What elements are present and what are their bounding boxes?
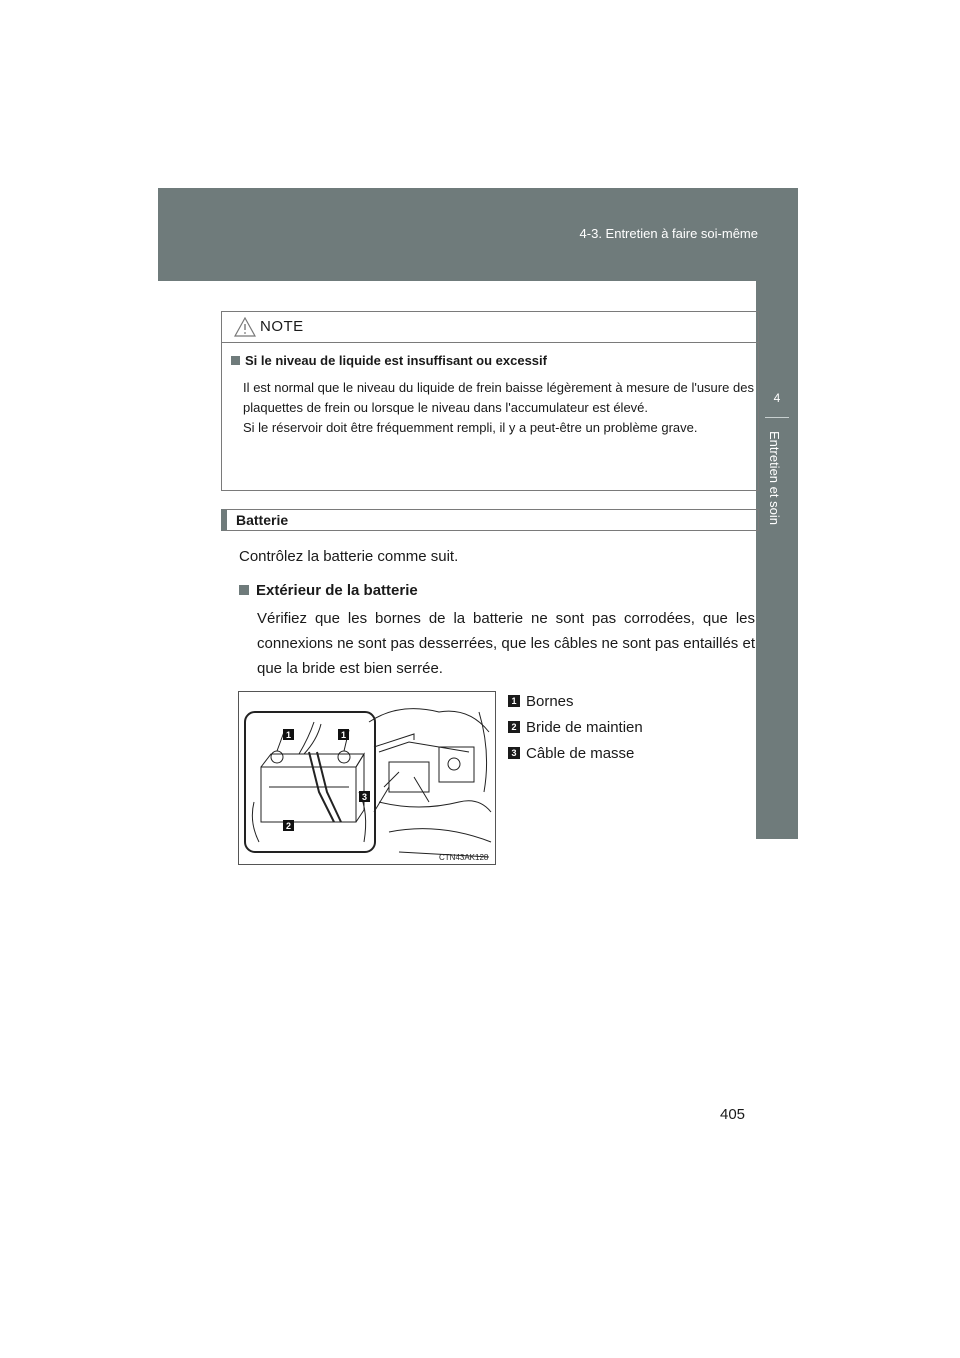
legend-item	[508, 740, 643, 766]
square-bullet-icon	[239, 585, 249, 595]
section-intro: Contrôlez la batterie comme suit.	[239, 548, 459, 565]
figure-code: CTN43AK128	[439, 853, 489, 862]
note-box	[221, 311, 759, 491]
chapter-number: 4	[773, 391, 781, 405]
note-paragraph-2: Si le réservoir doit être fréquemment rempli, il y a peut-être un problème grave.	[243, 420, 698, 435]
section-title: Batterie	[236, 512, 289, 528]
legend-label: Bornes	[526, 692, 574, 710]
legend-item	[508, 714, 643, 740]
legend-label: Câble de masse	[526, 744, 635, 762]
legend-number-badge: 2	[508, 721, 520, 733]
note-title: NOTE	[260, 318, 304, 335]
figure-callouts	[283, 729, 370, 831]
note-subheading	[231, 353, 547, 368]
chapter-side-tab	[756, 281, 798, 839]
callout-1b: 1	[340, 730, 347, 740]
subsection-heading-text: Extérieur de la batterie	[256, 582, 418, 599]
header-band	[158, 188, 798, 281]
battery-illustration	[238, 691, 496, 865]
tab-divider	[765, 417, 789, 418]
legend-item	[508, 688, 643, 714]
square-bullet-icon	[231, 356, 240, 365]
callout-1a: 1	[285, 730, 292, 740]
legend-number-badge: 3	[508, 747, 520, 759]
chapter-label: Entretien et soin	[767, 431, 782, 525]
legend-number-badge: 1	[508, 695, 520, 707]
note-paragraph-1: Il est normal que le niveau du liquide de frein baisse légèrement à mesure de l'usure des plaquettes de frein ou lorsque le niveau dans l'accumulateur est élevé.	[243, 380, 754, 415]
subsection-body: Vérifiez que les bornes de la batterie ne sont pas corrodées, que les connexions ne sont pas desserrées, que les câbles ne sont pas entaillés et que la bride est bien serrée.	[257, 610, 755, 677]
callout-2: 2	[285, 821, 292, 831]
subsection-heading	[239, 582, 418, 599]
legend-label: Bride de maintien	[526, 718, 643, 736]
warning-triangle-icon	[234, 317, 256, 337]
section-header-title: 4-3. Entretien à faire soi-même	[579, 226, 758, 241]
engine-bay-drawing	[239, 692, 495, 864]
note-subheading-text: Si le niveau de liquide est insuffisant ou excessif	[245, 353, 547, 368]
page-number: 405	[720, 1106, 746, 1123]
callout-3: 3	[361, 792, 368, 802]
note-body	[243, 378, 754, 438]
figure-legend	[508, 688, 643, 766]
note-header	[222, 312, 758, 343]
section-title-bar	[221, 509, 759, 531]
